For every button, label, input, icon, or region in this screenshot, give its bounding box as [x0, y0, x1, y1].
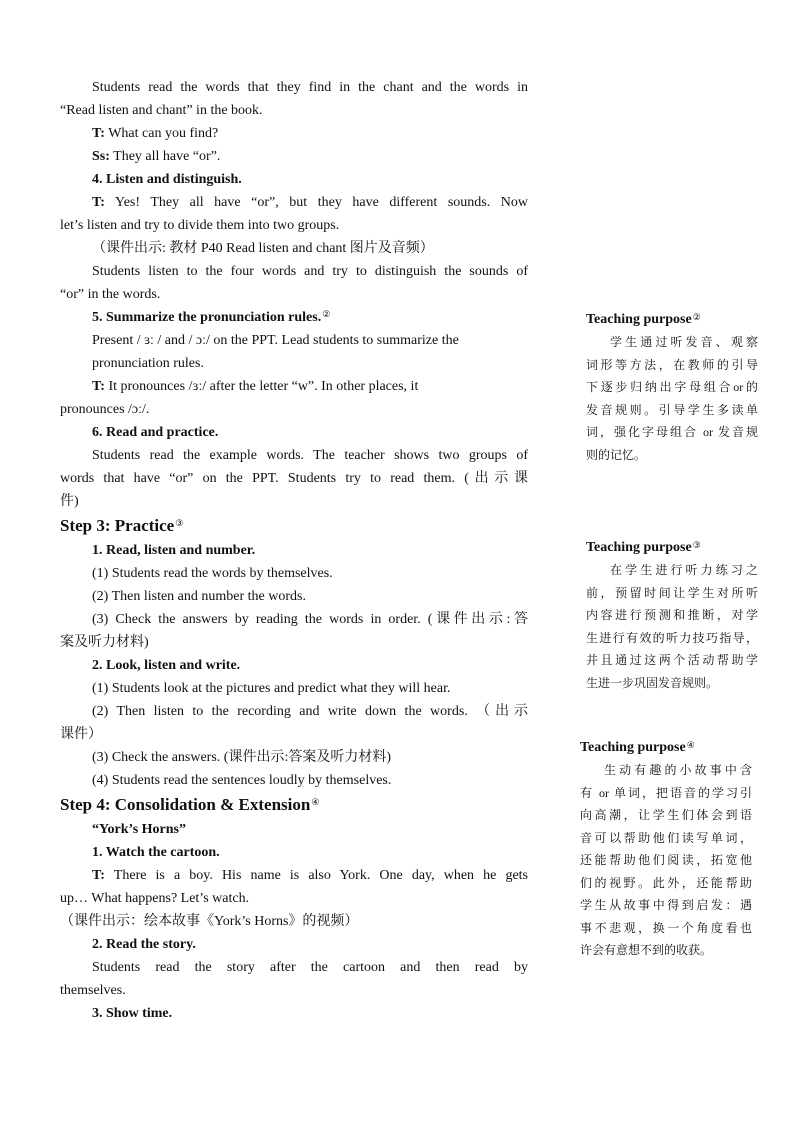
list-item: (1) Students look at the pictures and predict what they will hear. [92, 681, 451, 696]
footnote-marker: ④ [311, 797, 320, 807]
dialogue-line [60, 122, 528, 145]
paragraph-line: Present / ɜː / and / ɔː/ on the PPT. Lead students to summarize the [92, 333, 459, 348]
speaker-label: T: [92, 195, 105, 210]
dialogue-line [60, 375, 528, 398]
dialogue-text: They all have “or”. [109, 149, 221, 164]
paragraph-line: Students read the example words. The teacher shows two groups of [92, 448, 528, 463]
step-heading-text: Step 3: Practice [60, 516, 175, 535]
paragraph-line: 案及听力材料) [60, 635, 149, 650]
teaching-purpose-heading-text: Teaching purpose [580, 740, 686, 755]
activity-heading: 6. Read and practice. [92, 425, 219, 440]
activity-heading: 4. Listen and distinguish. [92, 172, 242, 187]
step-heading-text: Step 4: Consolidation & Extension [60, 795, 311, 814]
list-item: (4) Students read the sentences loudly by themselves. [92, 773, 392, 788]
teaching-purpose-note-4 [580, 737, 752, 962]
note-line: 事不悲观，换一个角度看也 [580, 920, 752, 935]
activity-heading: 2. Look, listen and write. [92, 658, 241, 673]
footnote-marker: ② [692, 312, 701, 322]
footnote-marker: ③ [692, 540, 701, 550]
dialogue-text: What can you find? [104, 126, 219, 141]
speaker-label: T: [92, 379, 105, 394]
speaker-label: T: [92, 868, 105, 883]
paragraph-line: 课件） [60, 727, 102, 742]
speaker-label: T: [92, 126, 105, 141]
dialogue-text: There is a boy. His name is also York. One day, when he gets [104, 868, 528, 883]
paragraph-line: Students read the words that they find in the chant and the words in [92, 80, 528, 95]
paragraph-line: 件) [60, 494, 79, 509]
dialogue-text: Yes! They all have “or”, but they have different sounds. Now [104, 195, 528, 210]
paragraph-line: let’s listen and try to divide them into two groups. [60, 218, 340, 233]
teaching-purpose-body [580, 759, 752, 962]
note-line: 生进行有效的听力技巧指导， [586, 630, 758, 645]
teaching-purpose-heading-text: Teaching purpose [586, 540, 692, 555]
step-heading [60, 792, 528, 818]
activity-heading-text: 5. Summarize the pronunciation rules. [92, 310, 322, 325]
note-line: 生进一步巩固发音规则。 [586, 675, 719, 690]
teaching-purpose-heading [586, 537, 758, 559]
teaching-purpose-note-3 [586, 537, 758, 694]
paragraph-line: “or” in the words. [60, 287, 161, 302]
activity-heading: 1. Watch the cartoon. [92, 845, 220, 860]
note-line: 则的记忆。 [586, 447, 647, 462]
footnote-marker: ④ [686, 740, 695, 750]
note-line: 学生通过听发音、观察 [610, 335, 758, 349]
note-line: 并且通过这两个活动帮助学 [586, 653, 758, 667]
teaching-purpose-heading [580, 737, 752, 759]
teaching-purpose-body [586, 331, 758, 466]
teaching-purpose-body [586, 559, 758, 694]
note-line: 还能帮助他们阅读，拓宽他 [580, 853, 752, 867]
note-line: 前，预留时间让学生对所听 [586, 585, 758, 600]
lesson-plan-body [60, 76, 528, 1025]
note-line: 许会有意想不到的收获。 [580, 943, 713, 957]
activity-heading: 1. Read, listen and number. [92, 543, 256, 558]
list-item: (3) Check the answers. (课件出示:答案及听力材料) [92, 750, 392, 765]
list-item: (2) Then listen and number the words. [92, 589, 306, 604]
note-line: 音可以帮助他们读写单词， [580, 830, 752, 845]
teaching-purpose-note-2 [586, 309, 758, 466]
note-line: 学生从故事中得到启发：遇 [580, 898, 752, 912]
note-line: 生动有趣的小故事中含 [604, 763, 752, 777]
paragraph-line: up… What happens? Let’s watch. [60, 891, 250, 906]
paragraph-line: themselves. [60, 983, 126, 998]
paragraph-line: pronunciation rules. [92, 356, 204, 371]
paragraph-line: pronounces /ɔː/. [60, 402, 150, 417]
list-item: (1) Students read the words by themselves. [92, 566, 333, 581]
footnote-marker: ③ [175, 518, 184, 528]
teaching-purpose-heading [586, 309, 758, 331]
note-line: 在学生进行听力练习之 [610, 563, 758, 577]
paragraph-line: “Read listen and chant” in the book. [60, 103, 263, 118]
dialogue-line [60, 145, 528, 168]
note-line: 有 or 单词，把语音的学习引 [580, 785, 752, 800]
footnote-marker: ② [322, 309, 331, 319]
story-title: “York’s Horns” [92, 822, 186, 837]
courseware-note: （课件出示: 教材 P40 Read listen and chant 图片及音频） [92, 241, 434, 256]
activity-heading: 2. Read the story. [92, 937, 196, 952]
note-line: 词形等方法，在教师的引导 [586, 357, 758, 372]
list-item: (3) Check the answers by reading the words in order. (课件出示:答 [92, 612, 528, 627]
note-line: 内容进行预测和推断，对学 [586, 608, 758, 622]
teaching-purpose-heading-text: Teaching purpose [586, 312, 692, 327]
note-line: 下逐步归纳出字母组合or的 [586, 380, 758, 394]
note-line: 们的视野。此外，还能帮助 [580, 875, 752, 890]
activity-heading [60, 306, 528, 329]
paragraph-line: Students read the story after the cartoon and then read by [92, 960, 528, 975]
courseware-note: （课件出示：绘本故事《York’s Horns》的视频） [60, 914, 359, 929]
step-heading [60, 513, 528, 539]
activity-heading: 3. Show time. [92, 1006, 173, 1021]
note-line: 发音规则。引导学生多读单 [586, 402, 758, 417]
speaker-label: Ss: [92, 149, 110, 164]
paragraph-line: Students listen to the four words and try to distinguish the sounds of [92, 264, 528, 279]
note-line: 向高潮，让学生们体会到语 [580, 808, 752, 822]
dialogue-text: It pronounces /ɜː/ after the letter “w”. In other places, it [104, 379, 419, 394]
list-item: (2) Then listen to the recording and write down the words. （出示 [92, 704, 528, 719]
note-line: 词，强化字母组合 or 发音规 [586, 425, 758, 439]
dialogue-line [60, 864, 528, 887]
paragraph-line: words that have “or” on the PPT. Students try to read them. (出示课 [60, 471, 528, 486]
dialogue-line [60, 191, 528, 214]
